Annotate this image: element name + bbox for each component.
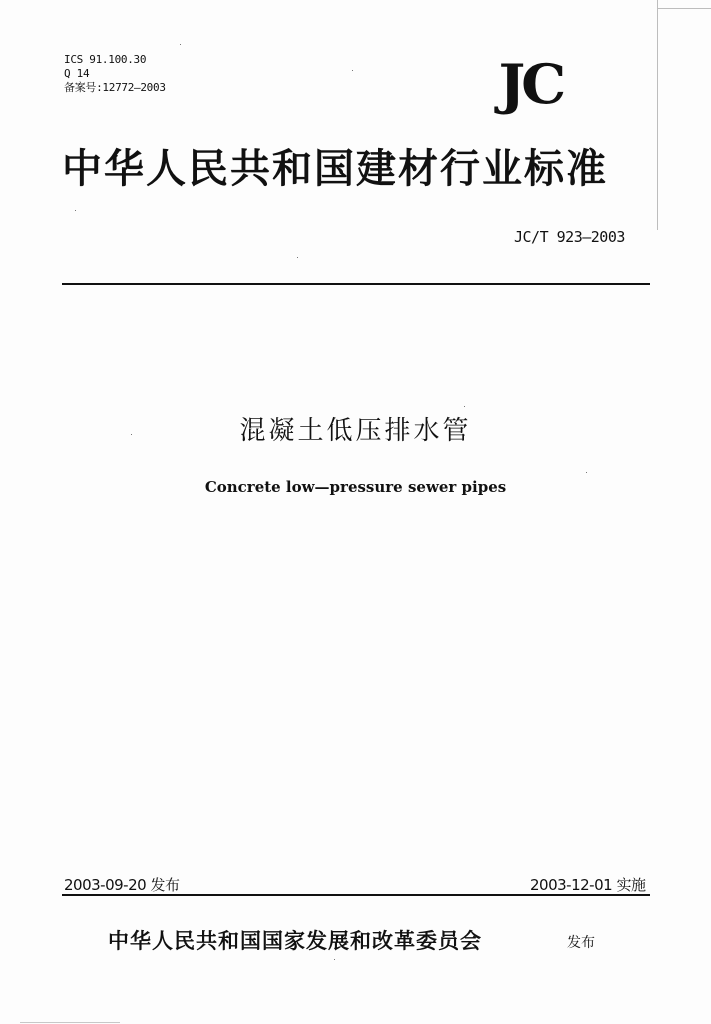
- scan-edge-line: [657, 0, 658, 230]
- scan-speck: [75, 210, 76, 211]
- bottom-divider: [62, 894, 650, 896]
- scan-speck: [464, 406, 465, 407]
- classification-code: Q 14: [64, 67, 90, 80]
- standard-number: JC/T 923—2003: [514, 228, 625, 246]
- scan-edge-line: [657, 8, 711, 9]
- issued-label: 发布: [567, 935, 595, 951]
- scan-speck: [297, 257, 298, 258]
- scan-speck: [586, 472, 587, 473]
- scan-speck: [352, 70, 353, 71]
- jc-logo: JC: [498, 52, 563, 116]
- scan-speck: [180, 44, 181, 45]
- issue-date: 2003-09-20 发布: [64, 876, 180, 894]
- standard-category-title: 中华人民共和国建材行业标准: [62, 145, 608, 192]
- scan-speck: [334, 959, 335, 960]
- ics-code: ICS 91.100.30: [64, 53, 147, 66]
- implementation-date: 2003-12-01 实施: [530, 876, 646, 894]
- chinese-title: 混凝土低压排水管: [239, 416, 472, 446]
- issuing-authority: 中华人民共和国国家发展和改革委员会: [108, 928, 482, 953]
- top-divider: [62, 283, 650, 285]
- scan-edge-line: [20, 1022, 120, 1023]
- english-title: Concrete low—pressure sewer pipes: [204, 478, 507, 496]
- record-number: 备案号:12772—2003: [64, 81, 166, 94]
- scan-speck: [131, 434, 132, 435]
